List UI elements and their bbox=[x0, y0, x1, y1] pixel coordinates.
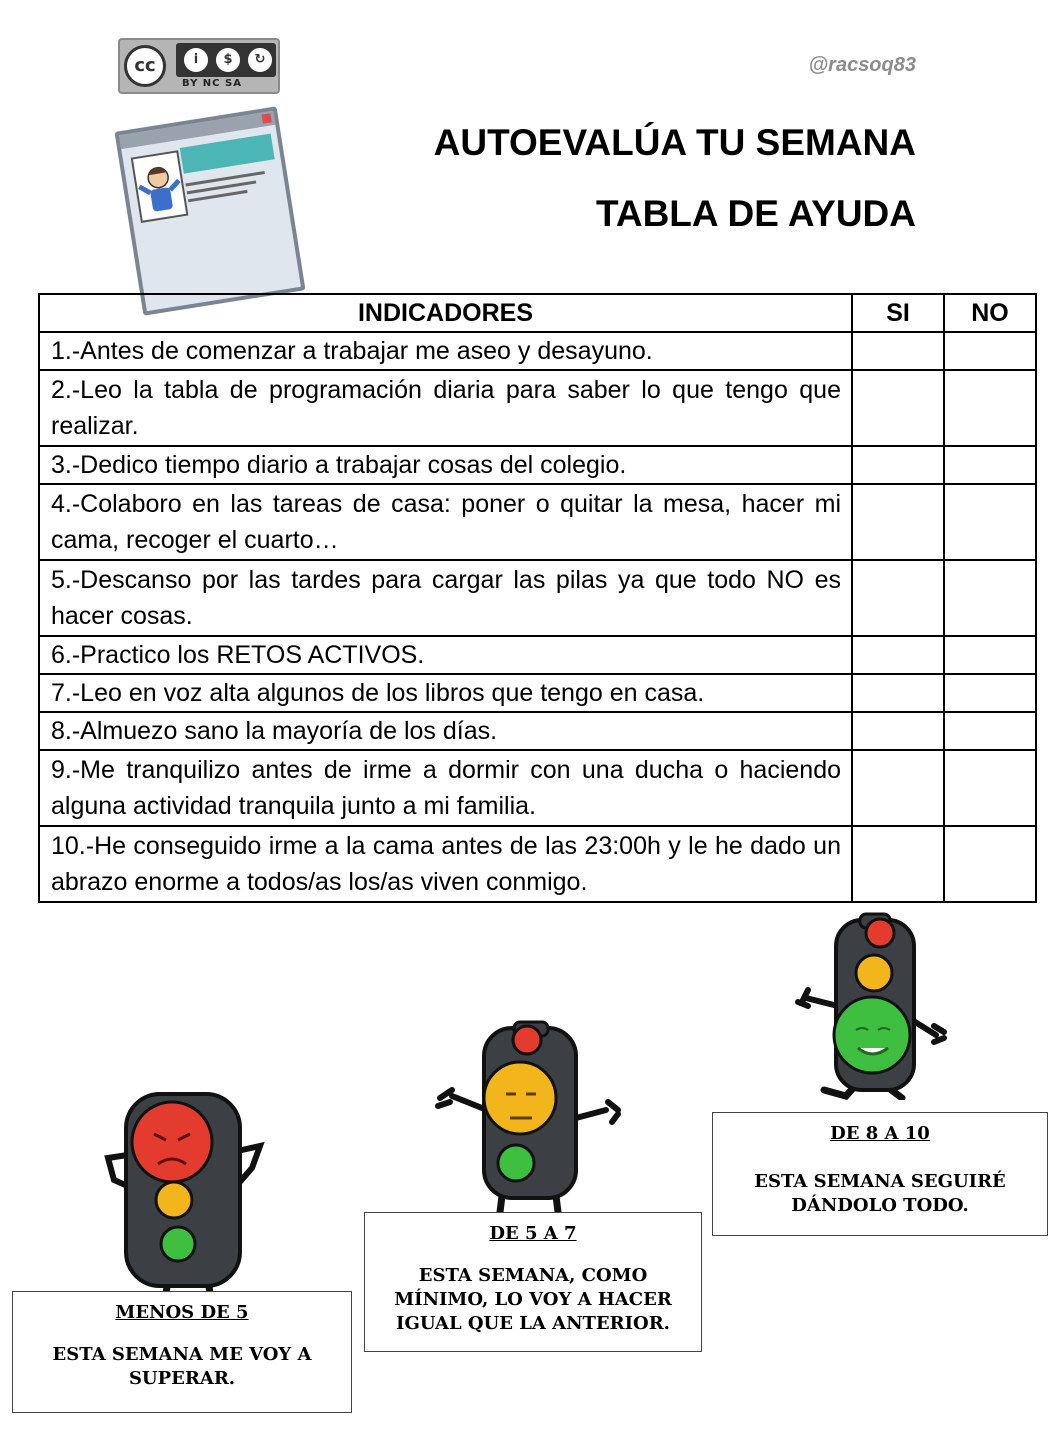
cc-license-badge bbox=[118, 38, 280, 94]
indicator-text: 9.-Me tranquilizo antes de irme a dormir con una ducha o haciendo alguna actividad tranquila junto a mi familia. bbox=[39, 750, 852, 826]
table-row bbox=[39, 370, 1036, 446]
table-row bbox=[39, 446, 1036, 484]
indicator-text: 4.-Colaboro en las tareas de casa: poner o quitar la mesa, hacer mi cama, recoger el cuarto… bbox=[39, 484, 852, 560]
result-range-red: MENOS DE 5 bbox=[115, 1302, 249, 1323]
header-si: SI bbox=[852, 294, 944, 332]
no-checkbox-cell[interactable] bbox=[944, 370, 1036, 446]
nc-icon: $ bbox=[214, 46, 242, 74]
si-checkbox-cell[interactable] bbox=[852, 826, 944, 902]
no-checkbox-cell[interactable] bbox=[944, 332, 1036, 370]
indicator-text: 2.-Leo la tabla de programación diaria para saber lo que tengo que realizar. bbox=[39, 370, 852, 446]
sa-icon: ↻ bbox=[246, 46, 274, 74]
si-checkbox-cell[interactable] bbox=[852, 674, 944, 712]
indicator-text: 8.-Almuezo sano la mayoría de los días. bbox=[39, 712, 852, 750]
page-subtitle: TABLA DE AYUDA bbox=[596, 193, 916, 234]
si-checkbox-cell[interactable] bbox=[852, 750, 944, 826]
result-range-green: DE 8 A 10 bbox=[830, 1123, 930, 1144]
cc-logo-icon: cc bbox=[124, 45, 166, 87]
header-indicadores: INDICADORES bbox=[39, 294, 852, 332]
header-no: NO bbox=[944, 294, 1036, 332]
license-label: BY NC SA bbox=[182, 78, 242, 89]
result-message-red: ESTA SEMANA ME VOY A SUPERAR. bbox=[52, 1344, 312, 1389]
table-row bbox=[39, 560, 1036, 636]
author-handle: @racsoq83 bbox=[808, 54, 916, 76]
indicator-text: 6.-Practico los RETOS ACTIVOS. bbox=[39, 636, 852, 674]
green-traffic-light-icon bbox=[794, 910, 954, 1100]
si-checkbox-cell[interactable] bbox=[852, 560, 944, 636]
result-message-yellow: ESTA SEMANA, COMO MÍNIMO, LO VOY A HACER IGUAL QUE LA ANTERIOR. bbox=[394, 1265, 672, 1334]
result-box-green bbox=[712, 1112, 1048, 1236]
result-range-yellow: DE 5 A 7 bbox=[489, 1223, 577, 1244]
result-box-red bbox=[12, 1291, 352, 1413]
table-header-row bbox=[39, 294, 1036, 332]
table-row bbox=[39, 636, 1036, 674]
no-checkbox-cell[interactable] bbox=[944, 712, 1036, 750]
result-box-yellow bbox=[364, 1212, 702, 1352]
si-checkbox-cell[interactable] bbox=[852, 332, 944, 370]
indicator-text: 7.-Leo en voz alta algunos de los libros que tengo en casa. bbox=[39, 674, 852, 712]
avatar-icon bbox=[131, 150, 189, 223]
yellow-traffic-light-icon bbox=[430, 1018, 630, 1214]
indicator-text: 5.-Descanso por las tardes para cargar las pilas ya que todo NO es hacer cosas. bbox=[39, 560, 852, 636]
table-row bbox=[39, 750, 1036, 826]
level-card-image bbox=[114, 106, 305, 315]
no-checkbox-cell[interactable] bbox=[944, 484, 1036, 560]
no-checkbox-cell[interactable] bbox=[944, 750, 1036, 826]
si-checkbox-cell[interactable] bbox=[852, 484, 944, 560]
si-checkbox-cell[interactable] bbox=[852, 712, 944, 750]
table-row bbox=[39, 826, 1036, 902]
si-checkbox-cell[interactable] bbox=[852, 636, 944, 674]
no-checkbox-cell[interactable] bbox=[944, 674, 1036, 712]
table-row bbox=[39, 712, 1036, 750]
by-icon: i bbox=[182, 46, 210, 74]
indicators-table bbox=[38, 293, 1037, 903]
si-checkbox-cell[interactable] bbox=[852, 446, 944, 484]
indicator-text: 10.-He conseguido irme a la cama antes de las 23:00h y le he dado un abrazo enorme a todos/as los/as viven conmigo. bbox=[39, 826, 852, 902]
no-checkbox-cell[interactable] bbox=[944, 446, 1036, 484]
no-checkbox-cell[interactable] bbox=[944, 636, 1036, 674]
page-title: AUTOEVALÚA TU SEMANA bbox=[433, 122, 916, 163]
indicator-text: 1.-Antes de comenzar a trabajar me aseo y desayuno. bbox=[39, 332, 852, 370]
card-info-panel bbox=[180, 134, 275, 174]
table-row bbox=[39, 484, 1036, 560]
table-row bbox=[39, 674, 1036, 712]
table-row bbox=[39, 332, 1036, 370]
si-checkbox-cell[interactable] bbox=[852, 370, 944, 446]
indicator-text: 3.-Dedico tiempo diario a trabajar cosas del colegio. bbox=[39, 446, 852, 484]
red-traffic-light-icon bbox=[100, 1088, 270, 1294]
no-checkbox-cell[interactable] bbox=[944, 560, 1036, 636]
result-message-green: ESTA SEMANA SEGUIRÉ DÁNDOLO TODO. bbox=[754, 1171, 1006, 1216]
no-checkbox-cell[interactable] bbox=[944, 826, 1036, 902]
